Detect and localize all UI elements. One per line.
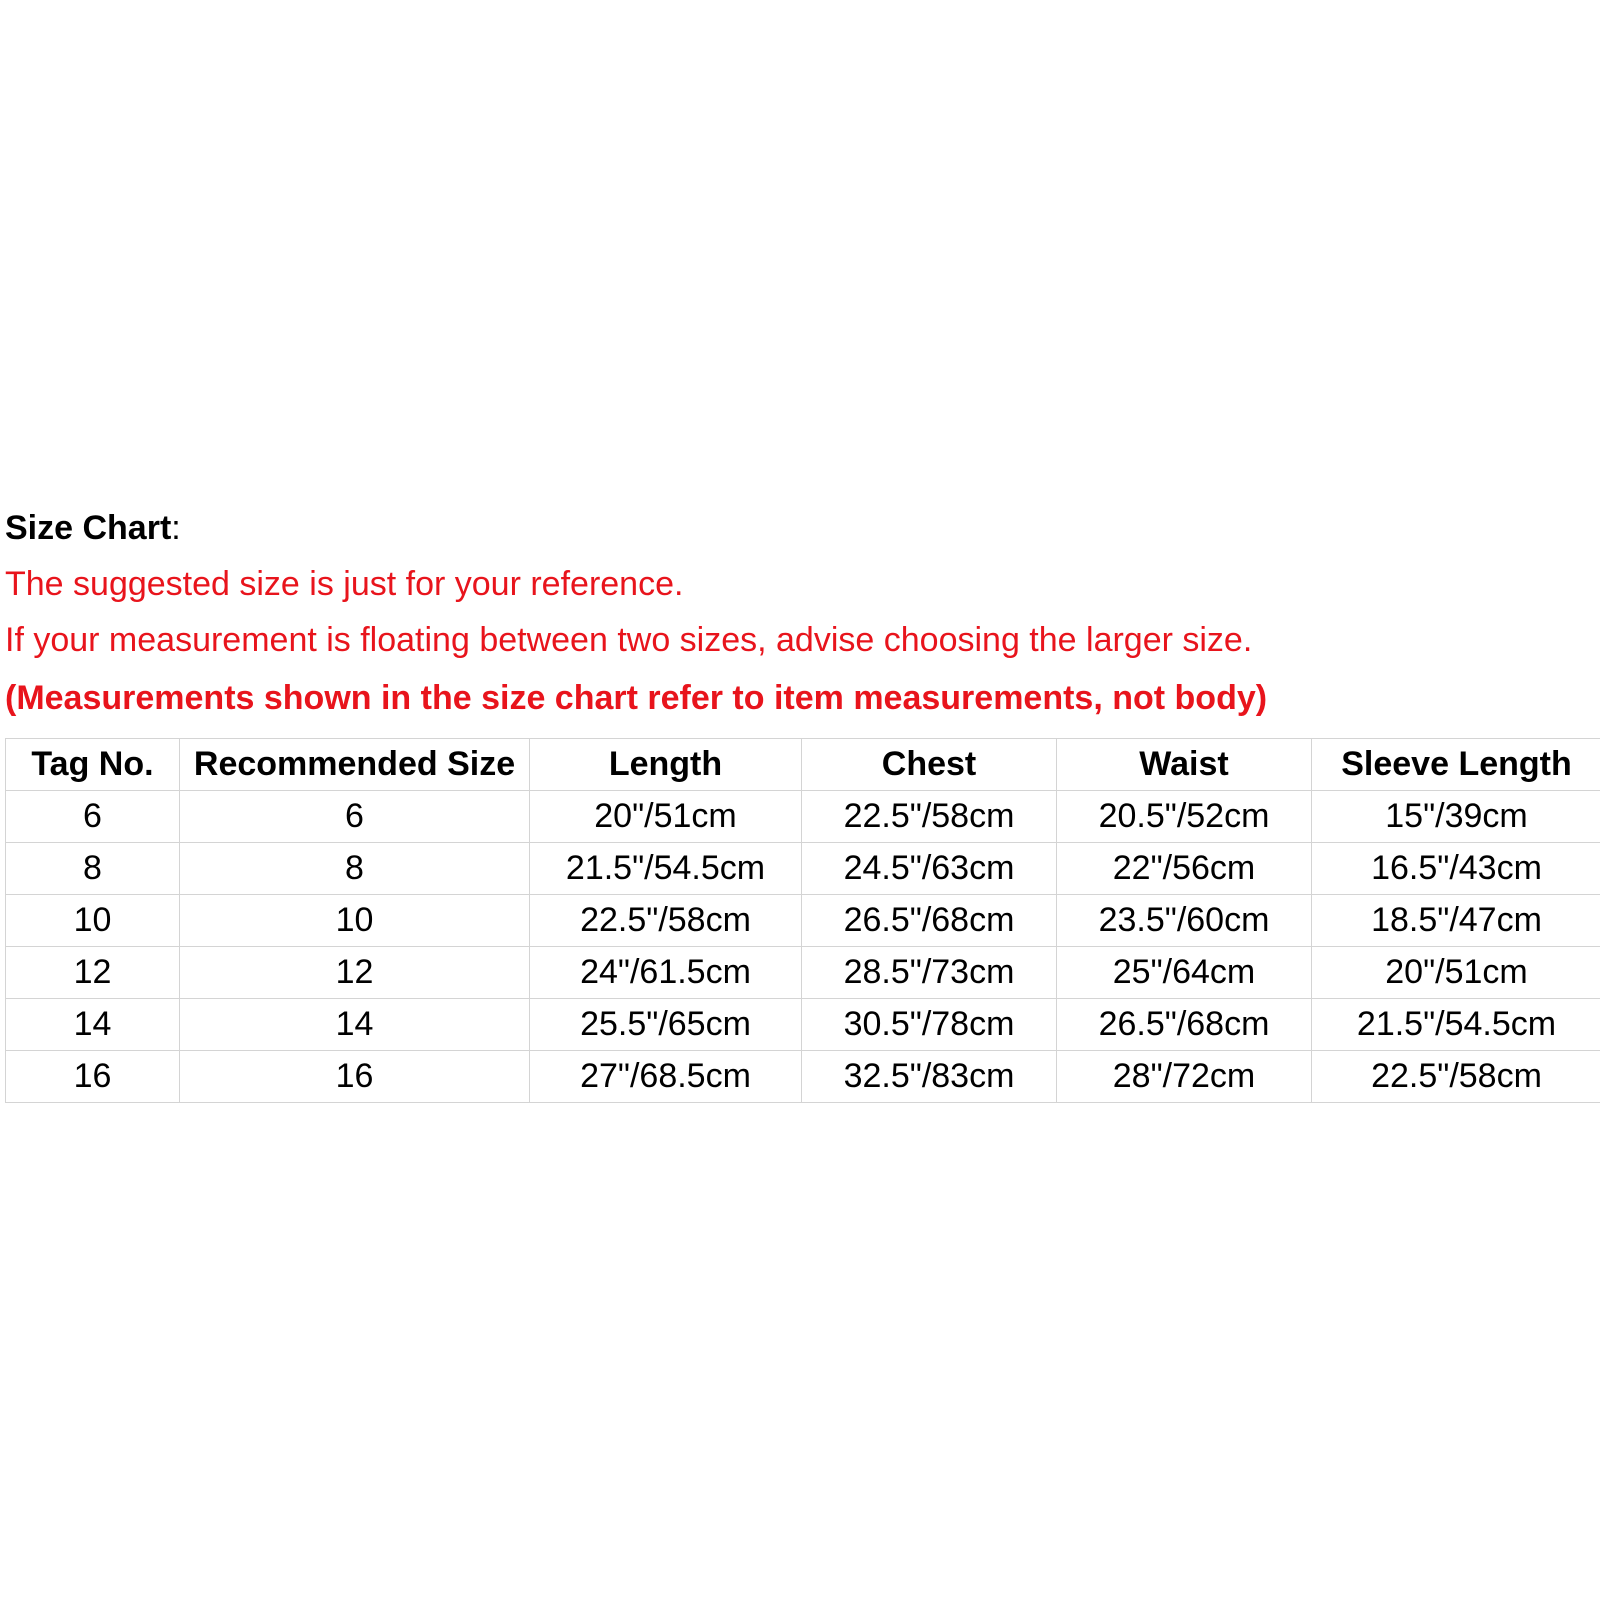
header-recommended-size: Recommended Size — [180, 739, 530, 791]
cell-recommended-size: 6 — [180, 791, 530, 843]
cell-tag-no: 8 — [6, 843, 180, 895]
size-chart-title: Size Chart — [5, 509, 172, 547]
measurement-disclaimer: (Measurements shown in the size chart refer to item measurements, not body) — [5, 679, 1268, 717]
size-chart-section — [5, 500, 1595, 1103]
cell-sleeve-length: 15"/39cm — [1312, 791, 1600, 843]
cell-length: 22.5"/58cm — [530, 895, 802, 947]
cell-chest: 26.5"/68cm — [802, 895, 1057, 947]
cell-chest: 24.5"/63cm — [802, 843, 1057, 895]
cell-waist: 26.5"/68cm — [1057, 999, 1312, 1051]
size-table — [5, 738, 1600, 1103]
cell-recommended-size: 14 — [180, 999, 530, 1051]
cell-tag-no: 14 — [6, 999, 180, 1051]
cell-waist: 22"/56cm — [1057, 843, 1312, 895]
cell-chest: 22.5"/58cm — [802, 791, 1057, 843]
cell-waist: 23.5"/60cm — [1057, 895, 1312, 947]
header-chest: Chest — [802, 739, 1057, 791]
header-waist: Waist — [1057, 739, 1312, 791]
table-header-row — [6, 739, 1600, 791]
table-row — [6, 947, 1600, 999]
cell-tag-no: 16 — [6, 1051, 180, 1103]
cell-sleeve-length: 16.5"/43cm — [1312, 843, 1600, 895]
cell-length: 25.5"/65cm — [530, 999, 802, 1051]
cell-length: 27"/68.5cm — [530, 1051, 802, 1103]
cell-sleeve-length: 22.5"/58cm — [1312, 1051, 1600, 1103]
cell-sleeve-length: 18.5"/47cm — [1312, 895, 1600, 947]
table-row — [6, 791, 1600, 843]
cell-length: 24"/61.5cm — [530, 947, 802, 999]
cell-chest: 28.5"/73cm — [802, 947, 1057, 999]
table-row — [6, 843, 1600, 895]
cell-chest: 30.5"/78cm — [802, 999, 1057, 1051]
cell-waist: 28"/72cm — [1057, 1051, 1312, 1103]
cell-tag-no: 6 — [6, 791, 180, 843]
cell-recommended-size: 16 — [180, 1051, 530, 1103]
cell-recommended-size: 12 — [180, 947, 530, 999]
table-row — [6, 999, 1600, 1051]
table-row — [6, 895, 1600, 947]
cell-sleeve-length: 21.5"/54.5cm — [1312, 999, 1600, 1051]
cell-recommended-size: 10 — [180, 895, 530, 947]
cell-waist: 20.5"/52cm — [1057, 791, 1312, 843]
header-length: Length — [530, 739, 802, 791]
cell-length: 20"/51cm — [530, 791, 802, 843]
header-sleeve-length: Sleeve Length — [1312, 739, 1600, 791]
cell-tag-no: 10 — [6, 895, 180, 947]
table-row — [6, 1051, 1600, 1103]
size-chart-heading — [5, 500, 1595, 556]
cell-sleeve-length: 20"/51cm — [1312, 947, 1600, 999]
cell-length: 21.5"/54.5cm — [530, 843, 802, 895]
heading-colon: : — [171, 509, 181, 547]
cell-tag-no: 12 — [6, 947, 180, 999]
between-sizes-note: If your measurement is floating between two sizes, advise choosing the larger size. — [5, 621, 1253, 659]
reference-note: The suggested size is just for your reference. — [5, 565, 684, 603]
header-tag-no: Tag No. — [6, 739, 180, 791]
cell-chest: 32.5"/83cm — [802, 1051, 1057, 1103]
cell-recommended-size: 8 — [180, 843, 530, 895]
cell-waist: 25"/64cm — [1057, 947, 1312, 999]
